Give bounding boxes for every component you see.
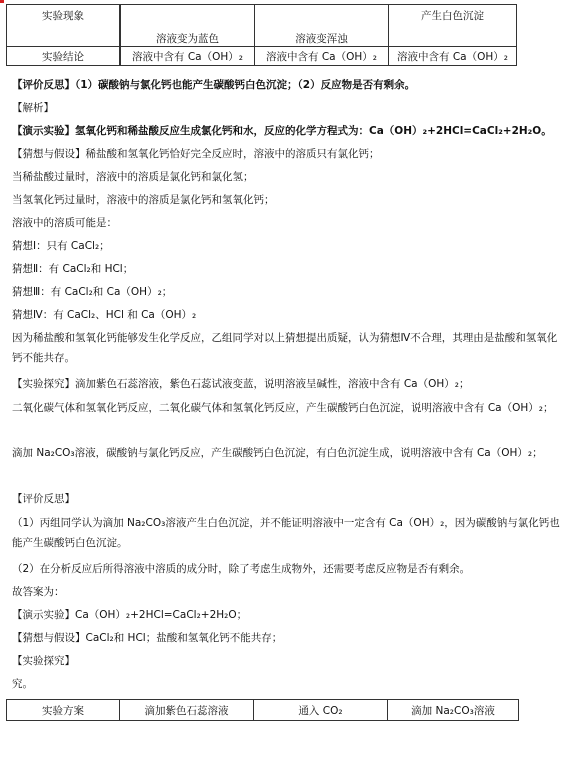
table-cell: 溶液变浑浊: [255, 5, 389, 47]
table-row-phenomenon: [7, 5, 517, 47]
text-line: 【演示实验】氢氧化钙和稀盐酸反应生成氯化钙和水，反应的化学方程式为：Ca（OH）₂+2HCl=CaCl₂+2H₂O。: [12, 125, 552, 137]
result-table: [6, 4, 517, 66]
plan-table: [6, 699, 519, 721]
text-line: 究。: [12, 678, 33, 690]
table-cell: 通入 CO₂: [254, 700, 388, 721]
table-row-plan: [7, 700, 519, 721]
table-cell: 溶液中含有 Ca（OH）₂: [389, 47, 517, 66]
table-cell: 滴加紫色石蕊溶液: [120, 700, 254, 721]
table-cell: 溶液中含有 Ca（OH）₂: [255, 47, 389, 66]
text-line: 【猜想与假设】稀盐酸和氢氧化钙恰好完全反应时，溶液中的溶质只有氯化钙；: [12, 148, 380, 160]
text-line: 当稀盐酸过量时，溶液中的溶质是氯化钙和氯化氢；: [12, 171, 254, 183]
table-row-conclusion: [7, 47, 517, 66]
text-line: 当氢氧化钙过量时，溶液中的溶质是氯化钙和氢氧化钙；: [12, 194, 275, 206]
table-cell: 实验结论: [7, 47, 120, 66]
text-paragraph: （1）丙组同学认为滴加 Na₂CO₃溶液产生白色沉淀，并不能证明溶液中一定含有 Ca（OH）₂，因为碳酸钠与氯化钙也能产生碳酸钙白色沉淀。: [12, 517, 560, 549]
hypothesis-3: 猜想Ⅲ：有 CaCl₂和 Ca（OH）₂；: [12, 286, 173, 298]
answer-line: 【演示实验】Ca（OH）₂+2HCl=CaCl₂+2H₂O；: [12, 609, 248, 621]
text-line: 溶液中的溶质可能是：: [12, 217, 117, 229]
text-paragraph: 滴加 Na₂CO₃溶液，碳酸钠与氯化钙反应，产生碳酸钙白色沉淀，有白色沉淀生成，说明溶液中含有 Ca（OH）₂；: [12, 447, 543, 459]
text-line: 【评价反思】（1）碳酸钠与氯化钙也能产生碳酸钙白色沉淀；（2）反应物是否有剩余。: [12, 79, 416, 91]
table-cell: 实验现象: [7, 5, 120, 47]
hypothesis-4: 猜想Ⅳ：有 CaCl₂、HCl 和 Ca（OH）₂: [12, 309, 197, 321]
red-corner-mark: [0, 0, 4, 3]
text-line: 故答案为：: [12, 586, 65, 598]
text-paragraph: 二氧化碳气体和氢氧化钙反应，二氧化碳气体和氢氧化钙反应，产生碳酸钙白色沉淀，说明溶液中含有 Ca（OH）₂；: [12, 402, 554, 414]
table-cell: 滴加 Na₂CO₃溶液: [388, 700, 519, 721]
section-heading: 【评价反思】: [12, 493, 75, 505]
table-cell: 实验方案: [7, 700, 120, 721]
table-cell: 溶液变为蓝色: [121, 5, 255, 47]
answer-line: 【猜想与假设】CaCl₂和 HCl；盐酸和氢氧化钙不能共存；: [12, 632, 283, 644]
table-cell: 溶液中含有 Ca（OH）₂: [121, 47, 255, 66]
section-heading: 【解析】: [12, 102, 54, 114]
text-paragraph: 因为稀盐酸和氢氧化钙能够发生化学反应，乙组同学对以上猜想提出质疑，认为猜想Ⅳ不合理，其理由是盐酸和氢氧化钙不能共存。: [12, 332, 558, 364]
hypothesis-1: 猜想Ⅰ：只有 CaCl₂；: [12, 240, 110, 252]
text-line: （2）在分析反应后所得溶液中溶质的成分时，除了考虑生成物外，还需要考虑反应物是否有剩余。: [12, 563, 471, 575]
section-heading: 【实验探究】: [12, 655, 75, 667]
hypothesis-2: 猜想Ⅱ：有 CaCl₂和 HCl；: [12, 263, 134, 275]
table-cell: 产生白色沉淀: [389, 5, 517, 47]
text-line: 【实验探究】滴加紫色石蕊溶液，紫色石蕊试液变蓝，说明溶液呈碱性，溶液中含有 Ca（OH）₂；: [12, 378, 470, 390]
